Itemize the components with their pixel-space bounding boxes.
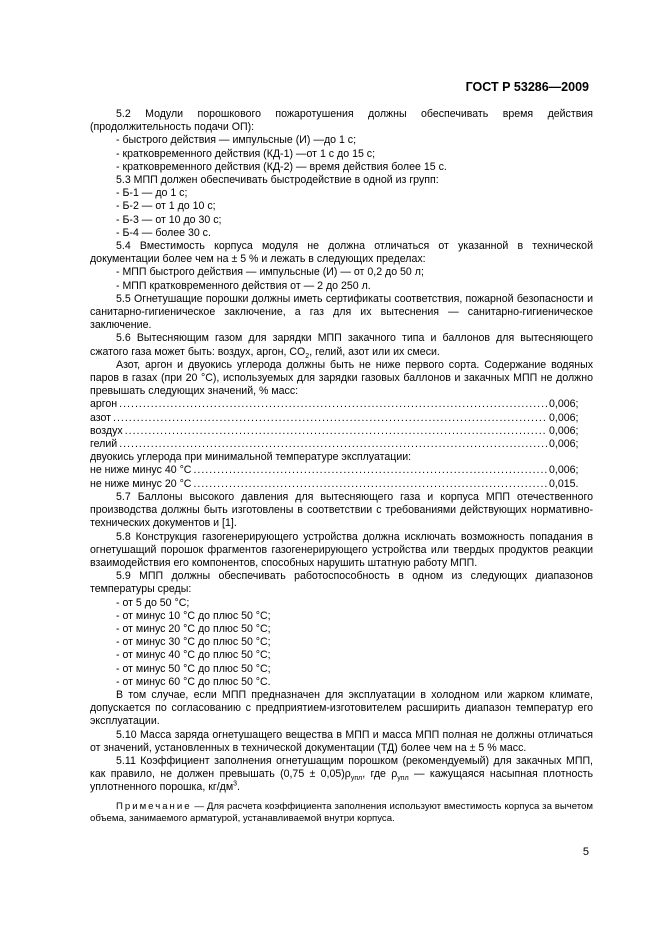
section-5-3: 5.3 МПП должен обеспечивать быстродействие в одной из групп: [116, 174, 439, 187]
gas-row: азот ..... 0,006; [90, 412, 593, 425]
list-item: - от минус 10 °С до плюс 50 °С; [116, 609, 271, 622]
list-item: - кратковременного действия (КД-1) —от 1 с до 15 с; [116, 147, 376, 160]
section-5-2: 5.2 Модули порошкового пожаротушения должны обеспечивать время действия (продолжительность подачи ОП): [90, 108, 593, 134]
list-item: - от минус 30 °С до плюс 50 °С; [116, 636, 271, 649]
list-item: - Б-1 — до 1 с; [116, 187, 188, 200]
note [90, 801, 593, 826]
co2-row: не ниже минус 40 °С ..... 0,006; [90, 464, 593, 477]
list-item: - Б-2 — от 1 до 10 с; [116, 200, 216, 213]
list-item: - быстрого действия — импульсные (И) —до 1 с; [116, 134, 357, 147]
list-item: - Б-3 — от 10 до 30 с; [116, 213, 222, 226]
co2-title: двуокись углерода при минимальной температуре эксплуатации: [90, 451, 412, 464]
list-item: - от минус 60 °С до плюс 50 °С. [116, 675, 271, 688]
section-5-5: 5.5 Огнетушащие порошки должны иметь сертификаты соответствия, пожарной безопасности и санитарно-гигиеническое заключение, а газ для их вытеснения — санитарно-гигиеническое заключение. [90, 292, 593, 332]
section-5-6: 5.6 Вытесняющим газом для зарядки МПП закачного типа и баллонов для вытесняющего сжатого газа может быть: воздух, аргон, $CO_2$, гелий, азот или их смеси. [90, 332, 593, 360]
co2-row: не ниже минус 20 °С ..... 0,015. [90, 478, 593, 491]
list-item: - от минус 40 °С до плюс 50 °С; [116, 649, 271, 662]
section-5-8: 5.8 Конструкция газогенерирующего устройства должна исключать возможность попадания в огнетушащий порошок фрагментов газогенерирующего устройства или твердых продуктов реакции взаимодействия его компонентов, способных нарушить штатную работу МПП. [90, 530, 593, 569]
document-header: ГОСТ Р 53286—2009 [465, 80, 589, 94]
list-item: - МПП кратковременного действия от — 2 до 250 л. [116, 279, 371, 292]
section-5-9: 5.9 МПП должны обеспечивать работоспособность в одном из следующих диапазонов температуры среды: [90, 570, 593, 596]
list-item: - от 5 до 50 °С; [116, 596, 190, 609]
gas-row: воздух ..... 0,006; [90, 425, 593, 438]
note-label: Примечание [116, 800, 192, 812]
section-5-4: 5.4 Вместимость корпуса модуля не должна отличаться от указанной в технической документации более чем на ± 5 % и лежать в следующих пределах: [90, 240, 593, 266]
section-5-10: 5.10 Масса заряда огнетушащего вещества в МПП и масса МПП полная не должны отличаться от значений, установленных в технической документации (ТД) более чем на ± 5 % масс. [90, 728, 593, 754]
list-item: - от минус 20 °С до плюс 50 °С; [116, 622, 271, 635]
section-5-6-para: Азот, аргон и двуокись углерода должны быть не ниже первого сорта. Содержание водяных паров в газах (при 20 °С), используемых для зарядки газовых баллонов и закачных МПП не должно превышать следующих значений, % масс: [90, 358, 593, 398]
section-5-7: 5.7 Баллоны высокого давления для вытесняющего газа и корпуса МПП отечественного производства должны быть изготовлены в соответствии с требованиями действующих нормативно-технических документов и [1]. [90, 490, 593, 530]
section-5-9-para: В том случае, если МПП предназначен для эксплуатации в холодном или жарком климате, допускается по согласованию с предприятием-изготовителем расширить диапазон температур его эксплуатации. [90, 688, 593, 728]
list-item: - МПП быстрого действия — импульсные (И) — от 0,2 до 50 л; [116, 266, 424, 279]
section-5-11: 5.11 Коэффициент заполнения огнетушащим порошком (рекомендуемый) для закачных МПП, как правило, не должен превышать $(0,75 \pm 0,05)\rho_{упл}$, где $\rho_{упл}$ — кажущаяся насыпная плотность уплотненного порошка, $кг/дм^3$. [90, 754, 594, 794]
page-number: 5 [582, 846, 589, 858]
page-body [90, 108, 593, 825]
list-item: - кратковременного действия (КД-2) — время действия более 15 с. [116, 160, 447, 173]
note-text: — Для расчета коэффициента заполнения используют вместимость корпуса за вычетом объема, занимаемого арматурой, устанавливаемой внутри корпуса. [90, 800, 593, 824]
list-item: - Б-4 — более 30 с. [116, 226, 211, 239]
list-item: - от минус 50 °С до плюс 50 °С; [116, 662, 271, 675]
gas-row: гелий ..... 0,006; [90, 438, 593, 451]
gas-row: аргон ..... 0,006; [90, 398, 593, 411]
